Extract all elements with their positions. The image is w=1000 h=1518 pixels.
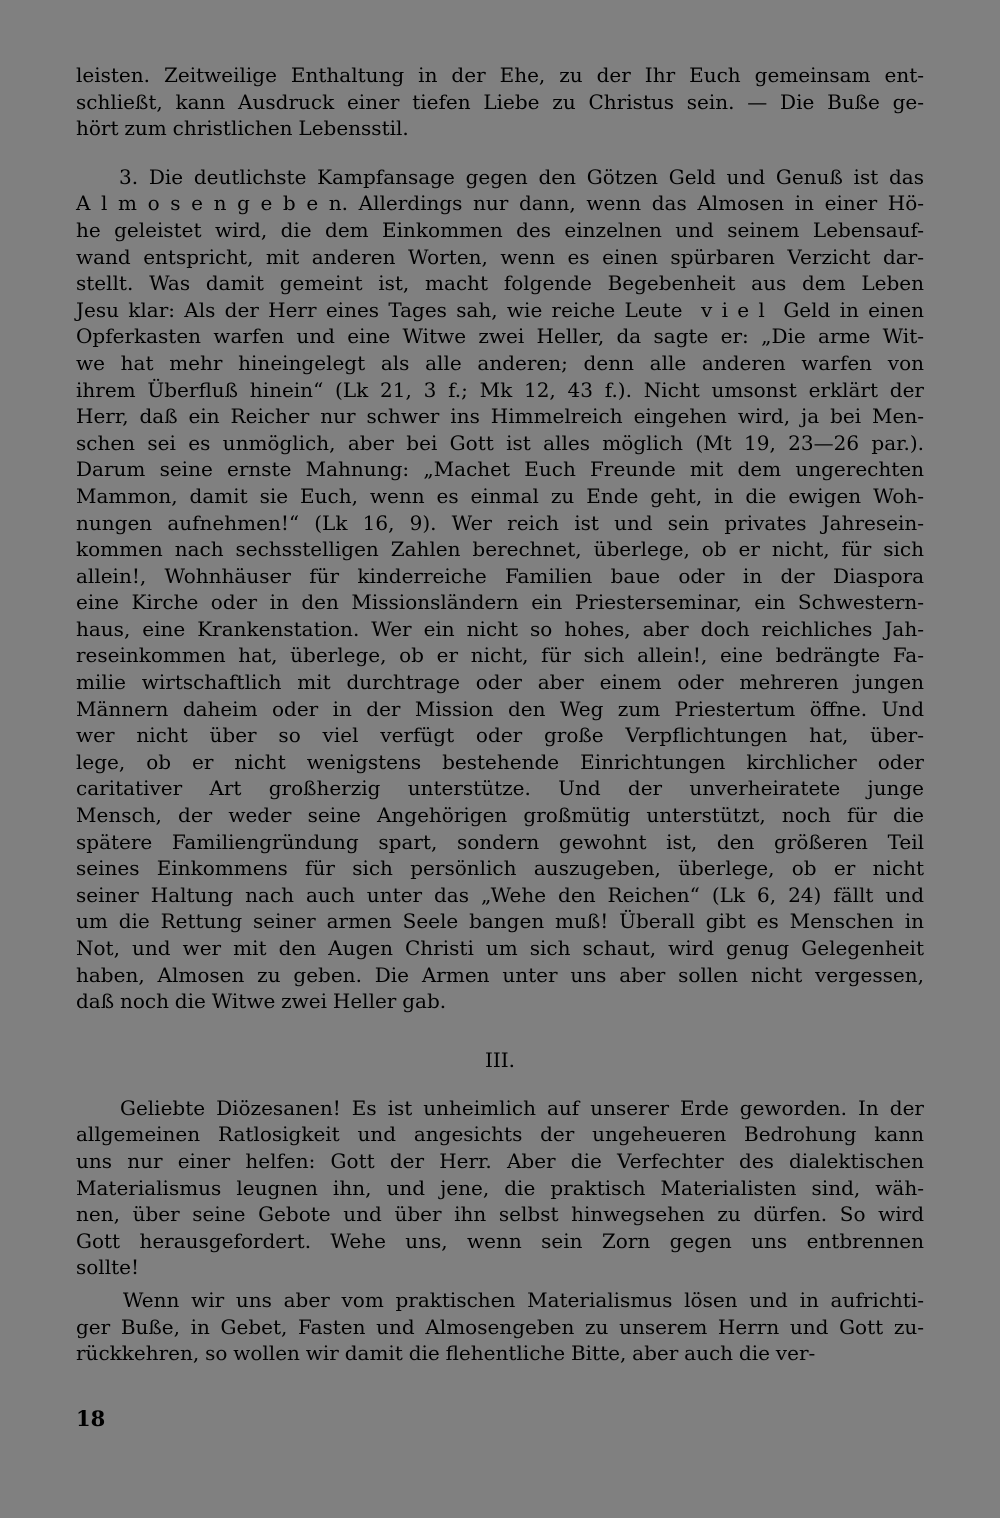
text-line: Darum seine ernste Mahnung: „Machet Euch Freunde mit dem ungerechten xyxy=(76,457,924,482)
text-line: wand entspricht, mit anderen Worten, wenn es einen spürbaren Verzicht dar- xyxy=(76,244,924,269)
paragraph-gap xyxy=(76,142,924,164)
text-line: stellt. Was damit gemeint ist, macht folgende Begebenheit aus dem Leben xyxy=(76,271,924,296)
text-line: ihrem Überfluß hinein“ (Lk 21, 3 f.; Mk 12, 43 f.). Nicht umsonst erklärt der xyxy=(76,377,924,402)
text-line: nungen aufnehmen!“ (Lk 16, 9). Wer reich ist und sein privates Jahresein- xyxy=(76,510,924,535)
text-line: Opferkasten warfen und eine Witwe zwei Heller, da sagte er: „Die arme Wit- xyxy=(76,324,924,349)
text-line: he geleistet wird, die dem Einkommen des einzelnen und seinem Lebensauf- xyxy=(76,217,924,242)
text-line: eine Kirche oder in den Missionsländern ein Priesterseminar, ein Schwestern- xyxy=(76,590,924,615)
text-line: caritativer Art großherzig unterstütze. Und der unverheiratete junge xyxy=(76,776,924,801)
text-line: haben, Almosen zu geben. Die Armen unter uns aber sollen nicht vergessen, xyxy=(76,962,924,987)
text-line: schen sei es unmöglich, aber bei Gott ist alles möglich (Mt 19, 23—26 par.). xyxy=(76,430,924,455)
paragraph-almosengeben xyxy=(76,164,924,1015)
text-line: A l m o s e n g e b e n. Allerdings nur dann, wenn das Almosen in einer Hö- xyxy=(76,191,924,216)
section-heading: III. xyxy=(484,1047,516,1072)
text-line: uns nur einer helfen: Gott der Herr. Aber die Verfechter des dialektischen xyxy=(76,1148,924,1173)
text-line: daß noch die Witwe zwei Heller gab. xyxy=(76,989,447,1014)
paragraph-continuation xyxy=(76,62,924,142)
text-line: rückkehren, so wollen wir damit die flehentliche Bitte, aber auch die ver- xyxy=(76,1341,816,1366)
text-line: Jesu klar: Als der Herr eines Tages sah, wie reiche Leute v i e l Geld in einen xyxy=(76,297,924,322)
text-line: Männern daheim oder in der Mission den Weg zum Priestertum öffne. Und xyxy=(76,696,924,721)
text-line: um die Rettung seiner armen Seele bangen muß! Überall gibt es Menschen in xyxy=(76,909,924,934)
text-line: nen, über seine Gebote und über ihn selbst hinwegsehen zu dürfen. So wird xyxy=(76,1202,924,1227)
text-line: Gott herausgefordert. Wehe uns, wenn sein Zorn gegen uns entbrennen xyxy=(76,1228,924,1253)
text-line: seiner Haltung nach auch unter das „Wehe den Reichen“ (Lk 6, 24) fällt und xyxy=(76,882,924,907)
text-line: leisten. Zeitweilige Enthaltung in der Ehe, zu der Ihr Euch gemeinsam ent- xyxy=(76,63,924,87)
text-line: Geliebte Diözesanen! Es ist unheimlich auf unserer Erde geworden. In der xyxy=(76,1095,924,1120)
text-line: seines Einkommens für sich persönlich auszugeben, überlege, ob er nicht xyxy=(76,856,924,881)
text-line: 3. Die deutlichste Kampfansage gegen den Götzen Geld und Genuß ist das xyxy=(76,164,924,189)
text-line: ger Buße, in Gebet, Fasten und Almosengeben zu unserem Herrn und Gott zu- xyxy=(76,1314,924,1339)
text-line: wer nicht über so viel verfügt oder große Verpflichtungen hat, über- xyxy=(76,723,924,748)
text-line: Mensch, der weder seine Angehörigen großmütig unterstützt, noch für die xyxy=(76,803,924,828)
text-line: sollte! xyxy=(76,1255,140,1280)
section-gap xyxy=(76,1015,924,1047)
section-gap xyxy=(76,1073,924,1095)
paragraph-materialismus xyxy=(76,1287,924,1367)
text-line: allgemeinen Ratlosigkeit und angesichts der ungeheueren Bedrohung kann xyxy=(76,1122,924,1147)
text-line: Wenn wir uns aber vom praktischen Materialismus lösen und in aufrichti- xyxy=(76,1287,924,1312)
document-page xyxy=(76,62,924,1367)
text-line: schließt, kann Ausdruck einer tiefen Liebe zu Christus sein. — Die Buße ge- xyxy=(76,89,924,114)
text-line: spätere Familiengründung spart, sondern gewohnt ist, den größeren Teil xyxy=(76,829,924,854)
text-line: allein!, Wohnhäuser für kinderreiche Familien baue oder in der Diaspora xyxy=(76,563,924,588)
text-line: we hat mehr hineingelegt als alle anderen; denn alle anderen warfen von xyxy=(76,350,924,375)
text-line: hört zum christlichen Lebensstil. xyxy=(76,116,409,141)
page-number: 18 xyxy=(76,1406,106,1431)
text-line: Materialismus leugnen ihn, und jene, die praktisch Materialisten sind, wäh- xyxy=(76,1175,924,1200)
paragraph-diozesanen xyxy=(76,1095,924,1281)
text-line: Not, und wer mit den Augen Christi um sich schaut, wird genug Gelegenheit xyxy=(76,936,924,960)
text-line: lege, ob er nicht wenigstens bestehende Einrichtungen kirchlicher oder xyxy=(76,749,924,774)
text-line: kommen nach sechsstelligen Zahlen berechnet, überlege, ob er nicht, für sich xyxy=(76,537,924,562)
text-line: haus, eine Krankenstation. Wer ein nicht so hohes, aber doch reichliches Jah- xyxy=(76,616,924,641)
text-line: Herr, daß ein Reicher nur schwer ins Himmelreich eingehen wird, ja bei Men- xyxy=(76,404,924,429)
text-line: Mammon, damit sie Euch, wenn es einmal zu Ende geht, in die ewigen Woh- xyxy=(76,483,924,508)
text-line: milie wirtschaftlich mit durchtrage oder aber einem oder mehreren jungen xyxy=(76,670,924,695)
text-line: reseinkommen hat, überlege, ob er nicht, für sich allein!, eine bedrängte Fa- xyxy=(76,643,924,668)
